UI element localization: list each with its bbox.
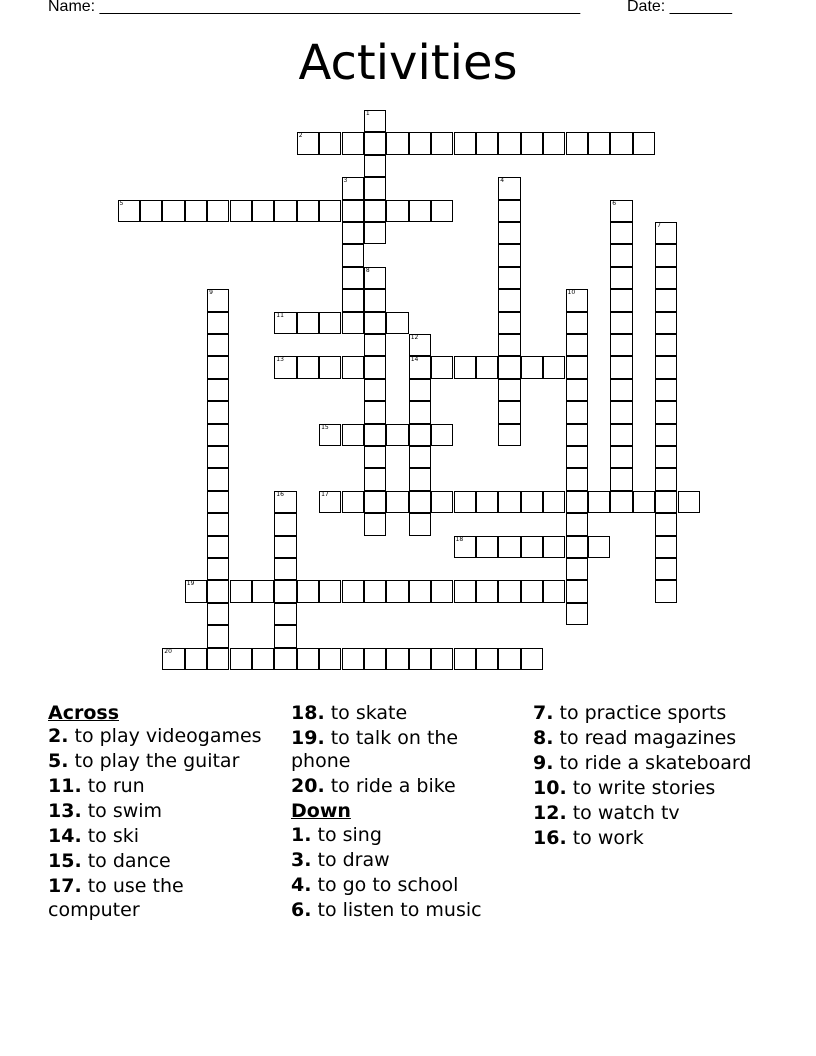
clue-item [291, 727, 521, 774]
grid-cell[interactable] [409, 513, 431, 535]
grid-cell[interactable] [364, 648, 386, 670]
grid-cell[interactable] [364, 267, 386, 289]
clue-number: 19 [186, 580, 195, 588]
grid-cell[interactable] [498, 334, 520, 356]
grid-cell[interactable] [498, 267, 520, 289]
clue-item [533, 802, 763, 825]
clue-number: 13 [276, 356, 284, 364]
grid-cell[interactable] [454, 491, 476, 513]
grid-cell[interactable] [386, 424, 408, 446]
grid-cell[interactable] [655, 244, 677, 266]
clue-item [48, 725, 278, 748]
grid-cell[interactable] [207, 648, 229, 670]
grid-cell[interactable] [364, 379, 386, 401]
grid-cell[interactable] [566, 334, 588, 356]
grid-cell[interactable] [230, 200, 252, 222]
grid-cell[interactable] [342, 356, 364, 378]
grid-cell[interactable] [342, 312, 364, 334]
grid-cell[interactable] [207, 200, 229, 222]
grid-cell[interactable] [655, 401, 677, 423]
clue-number: 12 [410, 334, 419, 341]
grid-cell[interactable] [655, 446, 677, 468]
grid-cell[interactable] [566, 468, 588, 490]
grid-cell[interactable] [610, 356, 632, 378]
grid-cell[interactable] [566, 536, 588, 558]
grid-cell[interactable] [566, 356, 588, 378]
grid-cell[interactable] [364, 580, 386, 602]
grid-cell[interactable] [498, 200, 520, 222]
grid-cell[interactable] [409, 468, 431, 490]
grid-cell[interactable] [409, 401, 431, 423]
grid-cell[interactable] [252, 648, 274, 670]
grid-cell[interactable] [409, 356, 431, 378]
clue-item [291, 849, 521, 872]
grid-cell[interactable] [319, 491, 341, 513]
clue-number: 16 [276, 490, 284, 498]
grid-cell[interactable] [207, 334, 229, 356]
grid-cell[interactable] [454, 648, 476, 670]
grid-cell[interactable] [140, 200, 162, 222]
grid-cell[interactable] [498, 379, 520, 401]
grid-cell[interactable] [364, 132, 386, 154]
grid-cell[interactable] [364, 289, 386, 311]
grid-cell[interactable] [364, 312, 386, 334]
grid-cell[interactable] [521, 132, 543, 154]
grid-cell[interactable] [185, 200, 207, 222]
grid-cell[interactable] [274, 312, 296, 334]
grid-cell[interactable] [431, 132, 453, 154]
grid-cell[interactable] [274, 558, 296, 580]
grid-cell[interactable] [386, 491, 408, 513]
grid-cell[interactable] [498, 648, 520, 670]
grid-cell[interactable] [297, 648, 319, 670]
grid-cell[interactable] [566, 513, 588, 535]
grid-cell[interactable] [364, 334, 386, 356]
grid-cell[interactable] [364, 177, 386, 199]
clue-column-1 [48, 702, 278, 924]
grid-cell[interactable] [342, 200, 364, 222]
grid-cell[interactable] [498, 177, 520, 199]
clue-number: 9 [209, 289, 213, 297]
clue-item-number: 12. [533, 802, 567, 824]
grid-cell[interactable] [655, 379, 677, 401]
clue-number: 6 [612, 199, 617, 207]
grid-cell[interactable] [319, 200, 341, 222]
clue-item [533, 727, 763, 750]
clue-item [533, 752, 763, 775]
grid-cell[interactable] [454, 580, 476, 602]
grid-cell[interactable] [274, 200, 296, 222]
grid-cell[interactable] [409, 491, 431, 513]
grid-cell[interactable] [521, 648, 543, 670]
clue-item-number: 6. [291, 898, 312, 921]
grid-cell[interactable] [342, 267, 364, 289]
clue-item-text: to swim [81, 800, 163, 823]
grid-cell[interactable] [409, 379, 431, 401]
grid-cell[interactable] [274, 580, 296, 602]
grid-cell[interactable] [610, 446, 632, 468]
grid-cell[interactable] [342, 424, 364, 446]
grid-cell[interactable] [274, 536, 296, 558]
grid-cell[interactable] [566, 424, 588, 446]
clue-item [48, 750, 278, 773]
clue-item-number: 11. [48, 775, 82, 798]
grid-cell[interactable] [364, 110, 386, 132]
grid-cell[interactable] [655, 289, 677, 311]
grid-cell[interactable] [633, 491, 655, 513]
grid-cell[interactable] [431, 200, 453, 222]
grid-cell[interactable] [521, 580, 543, 602]
clue-number: 18 [455, 535, 464, 543]
grid-cell[interactable] [655, 536, 677, 558]
clue-item [48, 850, 278, 873]
grid-cell[interactable] [207, 491, 229, 513]
grid-cell[interactable] [498, 222, 520, 244]
grid-cell[interactable] [297, 132, 319, 154]
grid-cell[interactable] [364, 446, 386, 468]
clue-column-2 [291, 702, 521, 924]
clue-number: 10 [567, 289, 576, 297]
clue-item-number: 17. [48, 875, 82, 898]
grid-cell[interactable] [498, 132, 520, 154]
grid-cell[interactable] [207, 379, 229, 401]
grid-cell[interactable] [543, 580, 565, 602]
grid-cell[interactable] [207, 401, 229, 423]
clue-number: 4 [500, 177, 505, 185]
grid-cell[interactable] [498, 289, 520, 311]
grid-cell[interactable] [162, 648, 184, 670]
clue-item-text: to play the guitar [68, 750, 240, 773]
clue-item-number: 1. [291, 823, 312, 846]
clue-item-text: to watch tv [566, 802, 680, 824]
clue-item-number: 9. [533, 752, 554, 774]
grid-cell[interactable] [566, 491, 588, 513]
grid-cell[interactable] [162, 200, 184, 222]
grid-cell[interactable] [342, 132, 364, 154]
grid-cell[interactable] [610, 468, 632, 490]
grid-cell[interactable] [274, 491, 296, 513]
grid-cell[interactable] [543, 132, 565, 154]
grid-cell[interactable] [566, 132, 588, 154]
grid-cell[interactable] [364, 491, 386, 513]
grid-cell[interactable] [319, 132, 341, 154]
grid-cell[interactable] [610, 289, 632, 311]
clue-item-text: to go to school [311, 873, 459, 896]
grid-cell[interactable] [431, 580, 453, 602]
grid-cell[interactable] [207, 580, 229, 602]
grid-cell[interactable] [566, 312, 588, 334]
clue-item-text: to talk on the phone [291, 727, 459, 773]
grid-cell[interactable] [207, 513, 229, 535]
grid-cell[interactable] [274, 513, 296, 535]
grid-cell[interactable] [364, 468, 386, 490]
grid-cell[interactable] [655, 222, 677, 244]
grid-cell[interactable] [655, 312, 677, 334]
clue-item-text: to ride a bike [324, 775, 456, 798]
clue-item-text: to work [566, 827, 644, 849]
grid-cell[interactable] [319, 580, 341, 602]
grid-cell[interactable] [409, 446, 431, 468]
grid-cell[interactable] [655, 558, 677, 580]
clue-item-number: 19. [291, 727, 325, 749]
grid-cell[interactable] [476, 580, 498, 602]
clue-item-text: to draw [311, 848, 390, 871]
clue-item-number: 13. [48, 800, 82, 823]
grid-cell[interactable] [207, 468, 229, 490]
grid-cell[interactable] [566, 289, 588, 311]
grid-cell[interactable] [610, 200, 632, 222]
grid-cell[interactable] [319, 424, 341, 446]
grid-cell[interactable] [655, 424, 677, 446]
grid-cell[interactable] [655, 356, 677, 378]
clue-number: 8 [365, 266, 370, 274]
clue-item-number: 2. [48, 725, 69, 748]
grid-cell[interactable] [431, 648, 453, 670]
clue-item [533, 777, 763, 800]
date-field-label: Date: _______ [627, 0, 732, 15]
grid-cell[interactable] [610, 222, 632, 244]
grid-cell[interactable] [588, 132, 610, 154]
grid-cell[interactable] [566, 603, 588, 625]
grid-cell[interactable] [610, 244, 632, 266]
clue-item [291, 824, 521, 847]
grid-cell[interactable] [364, 424, 386, 446]
grid-cell[interactable] [498, 312, 520, 334]
grid-cell[interactable] [319, 648, 341, 670]
grid-cell[interactable] [364, 356, 386, 378]
grid-cell[interactable] [655, 580, 677, 602]
grid-cell[interactable] [297, 580, 319, 602]
clue-item-number: 8. [533, 727, 554, 749]
grid-cell[interactable] [342, 580, 364, 602]
grid-cell[interactable] [274, 648, 296, 670]
grid-cell[interactable] [476, 132, 498, 154]
clue-number: 2 [298, 132, 303, 140]
grid-cell[interactable] [364, 155, 386, 177]
grid-cell[interactable] [386, 132, 408, 154]
clue-item-text: to play videogames [68, 725, 262, 748]
grid-cell[interactable] [409, 334, 431, 356]
grid-cell[interactable] [655, 491, 677, 513]
grid-cell[interactable] [610, 267, 632, 289]
grid-cell[interactable] [386, 648, 408, 670]
grid-cell[interactable] [498, 491, 520, 513]
grid-cell[interactable] [498, 401, 520, 423]
grid-cell[interactable] [364, 513, 386, 535]
name-field-label: Name: ______________________________________________________ [48, 0, 581, 15]
grid-cell[interactable] [498, 356, 520, 378]
grid-cell[interactable] [252, 200, 274, 222]
clue-item [533, 702, 763, 725]
grid-cell[interactable] [207, 625, 229, 647]
clue-item-text: to practice sports [553, 702, 727, 724]
clue-item-number: 5. [48, 750, 69, 773]
clue-number: 11 [276, 311, 284, 319]
grid-cell[interactable] [297, 356, 319, 378]
grid-cell[interactable] [319, 312, 341, 334]
grid-cell[interactable] [274, 356, 296, 378]
grid-cell[interactable] [543, 491, 565, 513]
clue-number: 1 [365, 110, 370, 117]
grid-cell[interactable] [566, 558, 588, 580]
down-heading: Down [291, 800, 351, 823]
grid-cell[interactable] [342, 177, 364, 199]
clue-number: 15 [321, 423, 329, 431]
grid-cell[interactable] [185, 580, 207, 602]
grid-cell[interactable] [476, 648, 498, 670]
grid-cell[interactable] [342, 491, 364, 513]
grid-cell[interactable] [566, 580, 588, 602]
grid-cell[interactable] [230, 580, 252, 602]
grid-cell[interactable] [207, 536, 229, 558]
grid-cell[interactable] [230, 648, 252, 670]
grid-cell[interactable] [431, 356, 453, 378]
clue-item-number: 3. [291, 848, 312, 871]
clue-item-text: to dance [81, 850, 171, 873]
grid-cell[interactable] [207, 424, 229, 446]
grid-cell[interactable] [207, 603, 229, 625]
grid-cell[interactable] [521, 491, 543, 513]
clue-item-text: to listen to music [311, 898, 482, 921]
grid-cell[interactable] [454, 356, 476, 378]
clue-item-number: 4. [291, 873, 312, 896]
clue-item-number: 16. [533, 827, 567, 849]
grid-cell[interactable] [409, 424, 431, 446]
clue-item-text: to skate [324, 702, 408, 724]
grid-cell[interactable] [454, 132, 476, 154]
clue-item [291, 702, 521, 725]
clue-item-text: to ski [81, 825, 140, 848]
grid-cell[interactable] [610, 334, 632, 356]
clue-item-number: 10. [533, 777, 567, 799]
clue-item [533, 827, 763, 850]
grid-cell[interactable] [252, 580, 274, 602]
grid-cell[interactable] [476, 356, 498, 378]
grid-cell[interactable] [610, 132, 632, 154]
grid-cell[interactable] [498, 580, 520, 602]
grid-cell[interactable] [364, 200, 386, 222]
clue-item-number: 7. [533, 702, 554, 724]
grid-cell[interactable] [633, 132, 655, 154]
grid-cell[interactable] [409, 200, 431, 222]
grid-cell[interactable] [543, 536, 565, 558]
grid-cell[interactable] [476, 536, 498, 558]
grid-cell[interactable] [498, 244, 520, 266]
grid-cell[interactable] [319, 356, 341, 378]
grid-cell[interactable] [364, 401, 386, 423]
grid-cell[interactable] [364, 222, 386, 244]
clue-item-number: 14. [48, 825, 82, 848]
clue-item [48, 825, 278, 848]
clue-item-text: to use the computer [48, 875, 184, 921]
clue-item-number: 18. [291, 702, 325, 724]
grid-cell[interactable] [409, 132, 431, 154]
grid-cell[interactable] [610, 312, 632, 334]
clue-number: 7 [657, 222, 661, 229]
clue-item [291, 874, 521, 897]
grid-cell[interactable] [386, 580, 408, 602]
grid-cell[interactable] [431, 424, 453, 446]
clue-item [291, 899, 521, 922]
clue-item-text: to ride a skateboard [553, 752, 752, 774]
clue-item-number: 20. [291, 775, 325, 798]
grid-cell[interactable] [342, 289, 364, 311]
grid-cell[interactable] [566, 379, 588, 401]
clue-item [48, 875, 278, 922]
grid-cell[interactable] [566, 446, 588, 468]
grid-cell[interactable] [476, 491, 498, 513]
grid-cell[interactable] [342, 244, 364, 266]
grid-cell[interactable] [274, 625, 296, 647]
grid-cell[interactable] [498, 536, 520, 558]
grid-cell[interactable] [185, 648, 207, 670]
across-heading: Across [48, 702, 120, 724]
clue-number: 20 [164, 647, 172, 655]
clue-number: 17 [321, 490, 329, 498]
grid-cell[interactable] [342, 648, 364, 670]
grid-cell[interactable] [655, 267, 677, 289]
grid-cell[interactable] [386, 200, 408, 222]
clue-column-3 [533, 702, 763, 852]
grid-cell[interactable] [454, 536, 476, 558]
grid-cell[interactable] [610, 401, 632, 423]
grid-cell[interactable] [409, 580, 431, 602]
grid-cell[interactable] [207, 289, 229, 311]
grid-cell[interactable] [207, 356, 229, 378]
clue-item [48, 775, 278, 798]
clue-number: 14 [410, 356, 419, 364]
grid-cell[interactable] [588, 536, 610, 558]
grid-cell[interactable] [566, 401, 588, 423]
page-title: Activities [298, 35, 518, 91]
grid-cell[interactable] [610, 379, 632, 401]
grid-cell[interactable] [207, 312, 229, 334]
grid-cell[interactable] [207, 558, 229, 580]
grid-cell[interactable] [409, 648, 431, 670]
grid-cell[interactable] [297, 312, 319, 334]
clue-item-text: to run [81, 775, 145, 798]
grid-cell[interactable] [274, 603, 296, 625]
grid-cell[interactable] [342, 222, 364, 244]
grid-cell[interactable] [207, 446, 229, 468]
grid-cell[interactable] [655, 513, 677, 535]
grid-cell[interactable] [588, 491, 610, 513]
clue-item-text: to write stories [566, 777, 716, 799]
clue-number: 3 [343, 177, 348, 185]
grid-cell[interactable] [431, 491, 453, 513]
clue-item-text: to read magazines [553, 727, 737, 749]
grid-cell[interactable] [521, 356, 543, 378]
clue-item [48, 800, 278, 823]
grid-cell[interactable] [297, 200, 319, 222]
clue-item [291, 775, 521, 798]
grid-cell[interactable] [521, 536, 543, 558]
grid-cell[interactable] [678, 491, 700, 513]
grid-cell[interactable] [118, 200, 140, 222]
grid-cell[interactable] [543, 356, 565, 378]
grid-cell[interactable] [655, 468, 677, 490]
grid-cell[interactable] [386, 312, 408, 334]
grid-cell[interactable] [655, 334, 677, 356]
clue-item-text: to sing [311, 823, 382, 846]
grid-cell[interactable] [610, 424, 632, 446]
grid-cell[interactable] [498, 424, 520, 446]
clue-item-number: 15. [48, 850, 82, 873]
grid-cell[interactable] [610, 491, 632, 513]
clue-number: 5 [119, 199, 124, 207]
